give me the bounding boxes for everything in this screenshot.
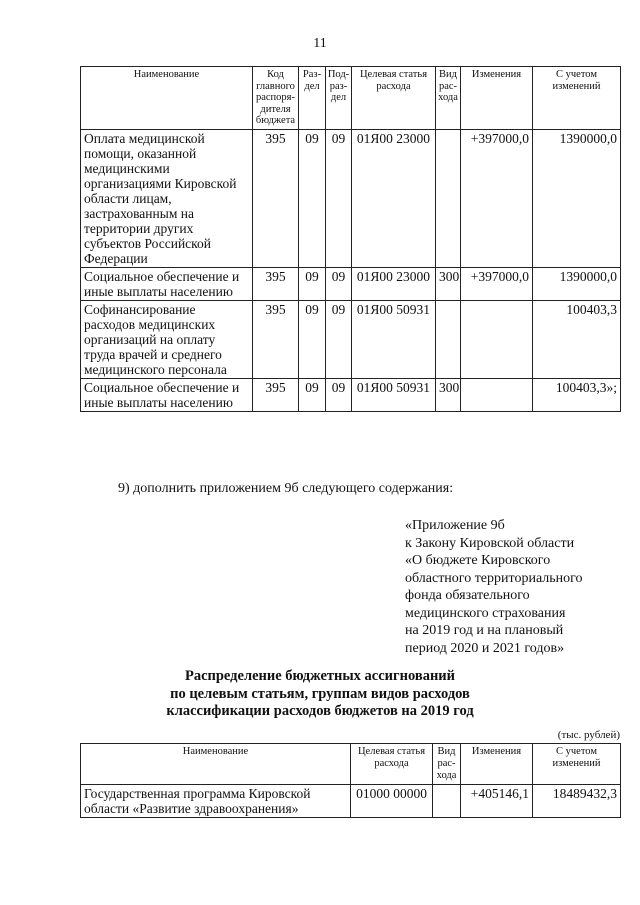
cell-total: 100403,3 xyxy=(533,300,621,378)
cell-change: +397000,0 xyxy=(461,267,533,300)
cell-code: 395 xyxy=(253,267,299,300)
cell-code: 395 xyxy=(253,300,299,378)
title-line: по целевым статьям, группам видов расходов xyxy=(170,685,470,702)
col-header-code: Код главного распоря-дителя бюджета xyxy=(253,67,299,130)
cell-name: Оплата медицинской помощи, оказанной медицинскими организациями Кировской области лицам, застрахованным на территории других субъектов Российской Федерации xyxy=(81,129,253,267)
cell-kind xyxy=(436,129,461,267)
cell-section: 09 xyxy=(299,300,326,378)
col-header-target: Целевая статья расхода xyxy=(352,67,436,130)
table-row xyxy=(81,267,621,300)
col-header-change: Изменения xyxy=(461,744,533,785)
budget-table-1 xyxy=(80,66,621,412)
table-row xyxy=(81,785,621,818)
cell-target: 01Я00 23000 xyxy=(352,267,436,300)
cell-change xyxy=(461,300,533,378)
cell-name: Социальное обеспечение и иные выплаты населению xyxy=(81,267,253,300)
col-header-total: С учетом изменений xyxy=(533,67,621,130)
document-title xyxy=(0,668,640,721)
col-header-kind: Вид рас-хода xyxy=(436,67,461,130)
table-row xyxy=(81,378,621,411)
cell-target: 01Я00 50931 xyxy=(352,300,436,378)
cell-code: 395 xyxy=(253,129,299,267)
cell-subsection: 09 xyxy=(326,378,352,411)
cell-change xyxy=(461,378,533,411)
cell-name: Софинансирование расходов медицинских организаций на оплату труда врачей и среднего медицинского персонала xyxy=(81,300,253,378)
appendix-line: медицинского страхования xyxy=(405,605,566,621)
col-header-name: Наименование xyxy=(81,67,253,130)
cell-change: +397000,0 xyxy=(461,129,533,267)
appendix-line: «О бюджете Кировского xyxy=(405,553,551,568)
appendix-line: к Закону Кировской области xyxy=(405,535,575,551)
cell-section: 09 xyxy=(299,378,326,411)
cell-kind xyxy=(433,785,461,818)
page-number: 11 xyxy=(313,36,327,51)
cell-name: Государственная программа Кировской области «Развитие здравоохранения» xyxy=(81,785,351,818)
table-row xyxy=(81,129,621,267)
cell-total: 1390000,0 xyxy=(533,129,621,267)
appendix-line: «Приложение 9б xyxy=(405,518,505,533)
appendix-line: на 2019 год и на плановый xyxy=(405,623,564,638)
col-header-section: Раз-дел xyxy=(299,67,326,130)
table-row xyxy=(81,300,621,378)
col-header-target: Целевая статья расхода xyxy=(351,744,433,785)
cell-section: 09 xyxy=(299,267,326,300)
title-line: Распределение бюджетных ассигнований xyxy=(184,668,456,684)
cell-total: 100403,3»; xyxy=(533,378,621,411)
cell-change: +405146,1 xyxy=(461,785,533,818)
cell-subsection: 09 xyxy=(326,129,352,267)
cell-target: 01Я00 50931 xyxy=(352,378,436,411)
cell-section: 09 xyxy=(299,129,326,267)
col-header-subsection: Под-раз-дел xyxy=(326,67,352,130)
title-line: классификации расходов бюджетов на 2019 год xyxy=(166,703,474,719)
cell-total: 1390000,0 xyxy=(533,267,621,300)
cell-target: 01000 00000 xyxy=(351,785,433,818)
cell-kind xyxy=(436,300,461,378)
cell-name: Социальное обеспечение и иные выплаты населению xyxy=(81,378,253,411)
col-header-change: Изменения xyxy=(461,67,533,130)
table-header-row xyxy=(81,67,621,130)
budget-table-2 xyxy=(80,743,621,818)
units-note: (тыс. рублей) xyxy=(557,729,620,741)
cell-total: 18489432,3 xyxy=(533,785,621,818)
col-header-total: С учетом изменений xyxy=(533,744,621,785)
cell-kind: 300 xyxy=(436,378,461,411)
amendment-paragraph: 9) дополнить приложением 9б следующего содержания: xyxy=(118,481,454,496)
cell-target: 01Я00 23000 xyxy=(352,129,436,267)
table-header-row xyxy=(81,744,621,785)
col-header-name: Наименование xyxy=(81,744,351,785)
appendix-line: период 2020 и 2021 годов» xyxy=(405,640,565,656)
cell-code: 395 xyxy=(253,378,299,411)
appendix-heading xyxy=(405,517,583,657)
col-header-kind: Вид рас-хода xyxy=(433,744,461,785)
appendix-line: областного территориального xyxy=(405,570,583,586)
cell-subsection: 09 xyxy=(326,267,352,300)
cell-kind: 300 xyxy=(436,267,461,300)
cell-subsection: 09 xyxy=(326,300,352,378)
appendix-line: фонда обязательного xyxy=(405,588,530,603)
